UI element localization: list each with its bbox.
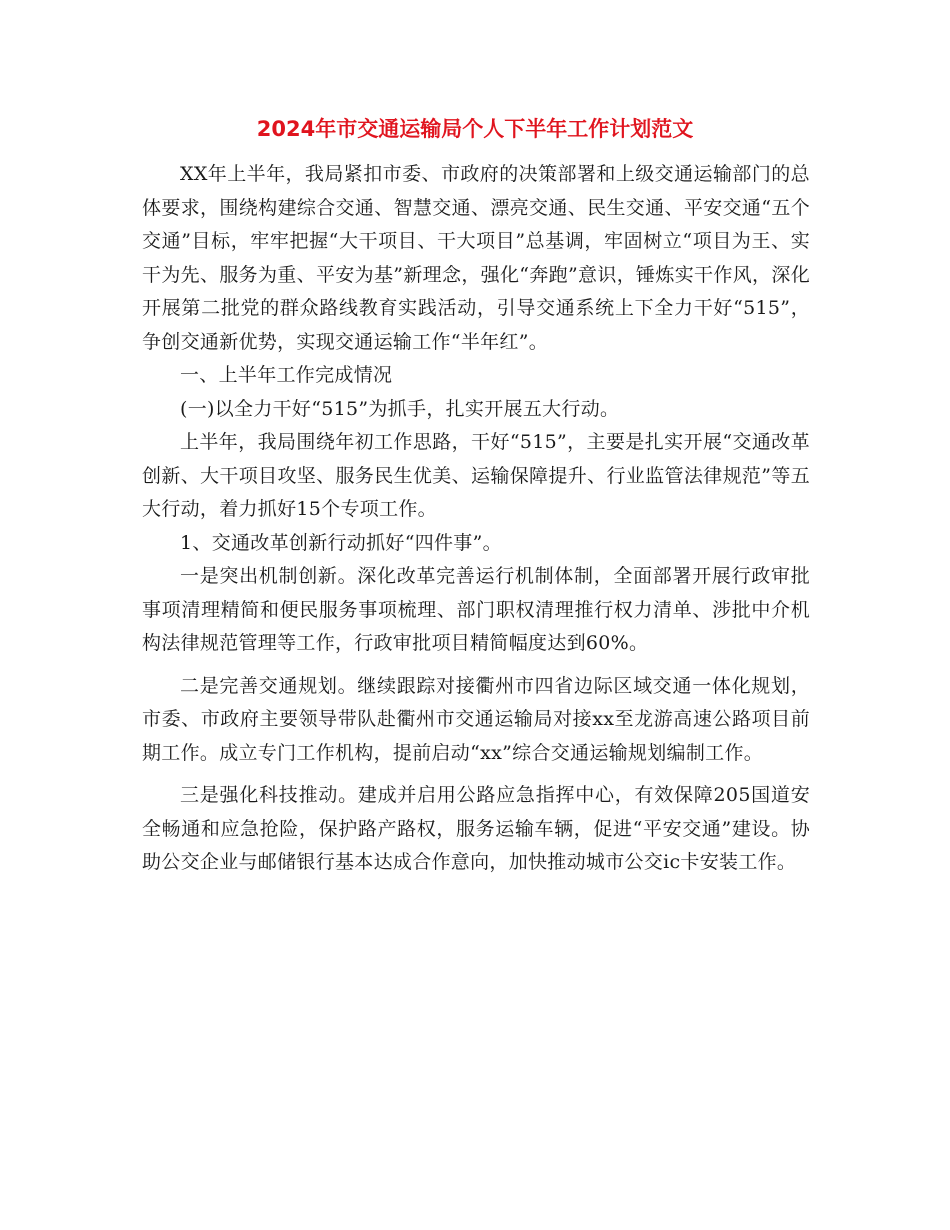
document-title: 2024年市交通运输局个人下半年工作计划范文 <box>256 117 694 141</box>
body-paragraph-planning: 二是完善交通规划。继续跟踪对接衢州市四省边际区域交通一体化规划，市委、市政府主要领导带队赴衢州市交通运输局对接xx至龙游高速公路项目前期工作。成立专门工作机构，提前启动“xx”综合交通运输规划编制工作。 <box>142 674 810 764</box>
intro-paragraph: XX年上半年，我局紧扣市委、市政府的决策部署和上级交通运输部门的总体要求，围绕构建综合交通、智慧交通、漂亮交通、民生交通、平安交通“五个交通”目标，牢牢把握“大干项目、干大项目”总基调，牢固树立“项目为王、实干为先、服务为重、平安为基”新理念，强化“奔跑”意识，锤炼实干作风，深化开展第二批党的群众路线教育实践活动，引导交通系统上下全力干好“515”，争创交通新优势，实现交通运输工作“半年红”。 <box>142 163 810 353</box>
document-body <box>142 158 810 880</box>
body-paragraph-technology: 三是强化科技推动。建成并启用公路应急指挥中心，有效保障205国道安全畅通和应急抢险，保护路产路权，服务运输车辆，促进“平安交通”建设。协助公交企业与邮储银行基本达成合作意向，加快推动城市公交ic卡安装工作。 <box>142 784 810 873</box>
item-heading-1: 1、交通改革创新行动抓好“四件事”。 <box>180 531 502 554</box>
subsection-heading-1: (一)以全力干好“515”为抓手，扎实开展五大行动。 <box>180 397 620 420</box>
body-paragraph-mechanism: 一是突出机制创新。深化改革完善运行机制体制，全面部署开展行政审批事项清理精简和便民服务事项梳理、部门职权清理推行权力清单、涉批中介机构法律规范管理等工作，行政审批项目精简幅度达到60%。 <box>142 565 810 654</box>
section-heading-1: 一、上半年工作完成情况 <box>180 364 393 386</box>
body-paragraph-summary: 上半年，我局围绕年初工作思路，干好“515”，主要是扎实开展“交通改革创新、大干项目攻坚、服务民生优美、运输保障提升、行业监管法律规范”等五大行动，着力抓好15个专项工作。 <box>142 431 810 520</box>
